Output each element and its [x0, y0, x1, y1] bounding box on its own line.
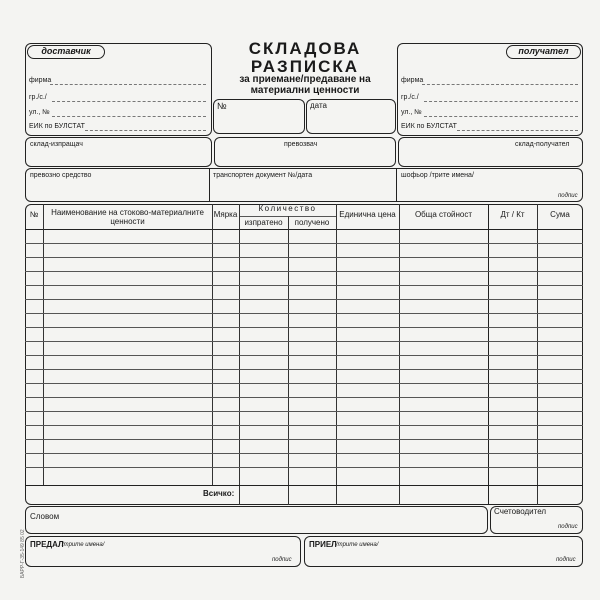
- table-row-line: [25, 411, 583, 412]
- receiver-eik-field[interactable]: [457, 130, 578, 131]
- col-header-received: получено: [294, 218, 330, 227]
- table-row-line: [25, 257, 583, 258]
- receiver-street-label: ул., №: [401, 109, 422, 116]
- supplier-eik-field[interactable]: [85, 130, 206, 131]
- supplier-firm-field[interactable]: [50, 84, 206, 85]
- supplier-tag: доставчик: [27, 45, 105, 59]
- words-box[interactable]: [25, 506, 488, 534]
- col-header-qty: Количество: [258, 204, 317, 213]
- header-bottom-line: [25, 229, 583, 230]
- receiver-tag: получател: [506, 45, 581, 59]
- accepted-label: ПРИЕЛ: [309, 540, 337, 549]
- handed-box[interactable]: [25, 536, 301, 567]
- col-header-sent: изпратено: [244, 218, 283, 227]
- title-line-4: материални ценности: [250, 85, 360, 96]
- table-row-line: [25, 341, 583, 342]
- date-label: дата: [310, 101, 327, 110]
- col-header-dt-kt: Дт / Кт: [500, 210, 525, 219]
- handed-sign-label: подпис: [272, 557, 292, 563]
- table-row-line: [25, 271, 583, 272]
- receiver-city-label: гр./с./: [401, 94, 419, 101]
- table-row-line: [25, 243, 583, 244]
- words-label: Словом: [30, 512, 60, 521]
- accountant-label: Счетоводител: [494, 507, 547, 516]
- table-row-line: [25, 327, 583, 328]
- col-header-name-2: ценности: [110, 217, 145, 226]
- accepted-note: /трите имена/: [336, 542, 379, 548]
- supplier-eik-label: ЕИК по БУЛСТАТ: [29, 123, 85, 130]
- supplier-street-label: ул., №: [29, 109, 50, 116]
- vehicle-label: превозно средство: [30, 172, 92, 179]
- transport-doc-label: транспортен документ №/дата: [213, 172, 313, 179]
- title-line-1: СКЛАДОВА: [248, 39, 362, 58]
- sender-warehouse-label: склад-изпращач: [30, 141, 83, 148]
- table-row-line: [25, 425, 583, 426]
- receiver-firm-label: фирма: [401, 77, 424, 84]
- table-row-line: [25, 397, 583, 398]
- supplier-city-field[interactable]: [52, 101, 206, 102]
- col-header-name-1: Наименование на стоково-материалните: [51, 208, 204, 217]
- table-row-line: [25, 369, 583, 370]
- handed-note: /трите имена/: [62, 542, 105, 548]
- accepted-box[interactable]: [304, 536, 583, 567]
- col-header-unit-price: Единична цена: [339, 210, 396, 219]
- title-line-3: за приемане/предаване на: [239, 74, 371, 85]
- receiver-city-field[interactable]: [424, 101, 578, 102]
- table-row-line: [25, 299, 583, 300]
- receiver-warehouse-label: склад-получател: [515, 141, 570, 148]
- title-line-2: РАЗПИСКА: [250, 57, 360, 76]
- driver-signature-label: подпис: [558, 193, 578, 199]
- receiver-eik-label: ЕИК по БУЛСТАТ: [401, 123, 457, 130]
- driver-label: шофьор /трите имена/: [401, 172, 474, 179]
- supplier-firm-label: фирма: [29, 77, 52, 84]
- table-row-line: [25, 383, 583, 384]
- handed-label: ПРЕДАЛ: [30, 540, 64, 549]
- number-label: №: [217, 101, 227, 111]
- col-header-total: Обща стойност: [414, 210, 473, 219]
- receiver-firm-field[interactable]: [422, 84, 578, 85]
- transport-divider-1: [209, 168, 210, 202]
- accountant-sign-label: подпис: [558, 524, 578, 530]
- table-totals-line: [25, 485, 583, 486]
- col-header-sum: Сума: [550, 210, 570, 219]
- side-code: БАРР-Г-35-149 85 02: [20, 529, 26, 578]
- supplier-street-field[interactable]: [52, 116, 206, 117]
- total-label: Всичко:: [203, 489, 235, 498]
- supplier-city-label: гр./с./: [29, 94, 47, 101]
- table-row-line: [25, 439, 583, 440]
- col-header-unit: Мярка: [213, 210, 238, 219]
- col-line-no: [43, 204, 44, 485]
- transport-divider-2: [396, 168, 397, 202]
- table-row-line: [25, 467, 583, 468]
- table-row-line: [25, 453, 583, 454]
- table-row-line: [25, 313, 583, 314]
- qty-split-header: [288, 216, 289, 229]
- accepted-sign-label: подпис: [556, 557, 576, 563]
- receiver-street-field[interactable]: [424, 116, 578, 117]
- table-row-line: [25, 355, 583, 356]
- carrier-label: превозвач: [284, 141, 318, 148]
- table-row-line: [25, 285, 583, 286]
- col-line-name: [212, 204, 213, 485]
- col-header-no: №: [29, 210, 39, 219]
